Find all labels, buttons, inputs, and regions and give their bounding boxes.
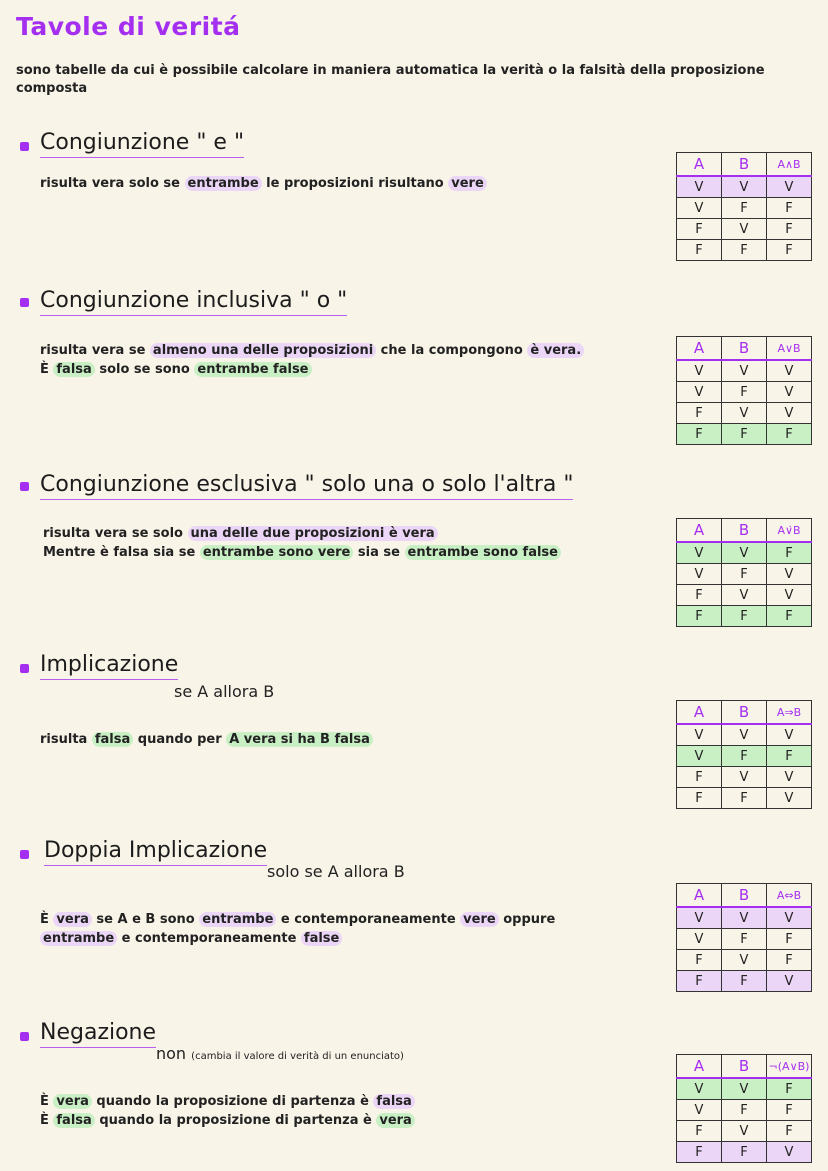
table-cell: V: [767, 176, 812, 198]
highlight-green: vera: [53, 1094, 91, 1109]
highlight-purple: vera: [53, 912, 91, 927]
table-row: [677, 424, 812, 445]
text-segment: e contemporaneamente: [117, 931, 301, 946]
truth-table: [676, 152, 812, 261]
text-segment: È: [40, 1094, 54, 1109]
table-row: [677, 1100, 812, 1121]
table-cell: V: [722, 767, 767, 788]
truth-table: [676, 518, 812, 627]
section-heading: Implicazione: [40, 652, 178, 680]
text-segment: solo se sono: [94, 362, 195, 377]
table-cell: F: [722, 240, 767, 261]
highlight-purple: una delle due proposizioni è vera: [188, 526, 438, 541]
table-row: [677, 403, 812, 424]
table-cell: V: [722, 1078, 767, 1100]
table-cell: F: [722, 1142, 767, 1163]
table-cell: F: [722, 746, 767, 767]
highlight-green: entrambe sono vere: [200, 545, 354, 560]
table-cell: V: [767, 564, 812, 585]
section-description: [40, 730, 373, 749]
table-cell: F: [722, 929, 767, 950]
table-cell: F: [722, 198, 767, 219]
table-row: [677, 971, 812, 992]
table-cell: V: [767, 585, 812, 606]
truth-table: [676, 700, 812, 809]
highlight-green: entrambe false: [194, 362, 311, 377]
operator-header: A∨̇B: [767, 519, 812, 543]
table-cell: F: [767, 424, 812, 445]
section-heading: Congiunzione " e ": [40, 130, 244, 158]
intro-text: sono tabelle da cui è possibile calcolare in maniera automatica la verità o la falsità della proposizione composta: [16, 63, 765, 96]
table-row: [677, 240, 812, 261]
table-cell: V: [677, 746, 722, 767]
table-cell: V: [722, 907, 767, 929]
truth-table: [676, 1054, 812, 1163]
table-cell: V: [677, 542, 722, 564]
table-cell: F: [767, 950, 812, 971]
variable-header: A: [677, 153, 722, 177]
table-cell: F: [767, 219, 812, 240]
text-segment: quando la proposizione di partenza è: [94, 1113, 377, 1128]
table-cell: F: [767, 198, 812, 219]
table-cell: F: [677, 585, 722, 606]
table-header-row: [677, 153, 812, 177]
operator-header: A⇒B: [767, 701, 812, 725]
highlight-green: A vera si ha B falsa: [226, 732, 373, 747]
highlight-purple: vere: [460, 912, 499, 927]
text-segment: le proposizioni risultano: [261, 176, 449, 191]
table-header-row: [677, 1055, 812, 1079]
table-cell: V: [767, 403, 812, 424]
table-header-row: [677, 701, 812, 725]
highlight-green: falsa: [53, 362, 94, 377]
variable-header: A: [677, 701, 722, 725]
variable-header: A: [677, 884, 722, 908]
table-cell: V: [677, 198, 722, 219]
table-header-row: [677, 519, 812, 543]
bullet-icon: [20, 664, 29, 673]
table-cell: F: [767, 1078, 812, 1100]
operator-header: A∨B: [767, 337, 812, 361]
table-cell: F: [767, 1100, 812, 1121]
table-cell: V: [677, 724, 722, 746]
highlight-purple: entrambe: [199, 912, 276, 927]
table-cell: F: [677, 788, 722, 809]
table-cell: V: [677, 564, 722, 585]
table-row: [677, 929, 812, 950]
highlight-purple: entrambe: [40, 931, 117, 946]
table-cell: F: [722, 382, 767, 403]
table-cell: V: [677, 360, 722, 382]
text-segment: È: [40, 1113, 54, 1128]
highlight-purple: almeno una delle proposizioni: [150, 343, 376, 358]
operator-header: A∧B: [767, 153, 812, 177]
table-cell: F: [722, 1100, 767, 1121]
table-cell: V: [767, 1142, 812, 1163]
table-cell: F: [767, 542, 812, 564]
table-row: [677, 585, 812, 606]
section-description: [40, 174, 487, 193]
operator-header: ¬(A∨B): [767, 1055, 812, 1079]
section-subnote: solo se A allora B: [267, 862, 405, 881]
table-cell: V: [677, 382, 722, 403]
table-cell: F: [767, 1121, 812, 1142]
table-cell: F: [677, 1121, 722, 1142]
table-row: [677, 907, 812, 929]
truth-table: [676, 883, 812, 992]
table-row: [677, 198, 812, 219]
operator-header: A⇔B: [767, 884, 812, 908]
table-row: [677, 606, 812, 627]
section-description: [40, 1092, 415, 1130]
section-subnote: [156, 1044, 404, 1063]
table-cell: V: [677, 176, 722, 198]
variable-header: B: [722, 337, 767, 361]
bullet-icon: [20, 1032, 29, 1041]
bullet-icon: [20, 142, 29, 151]
table-row: [677, 219, 812, 240]
table-row: [677, 542, 812, 564]
text-segment: È: [40, 362, 54, 377]
table-cell: V: [722, 1121, 767, 1142]
table-row: [677, 1078, 812, 1100]
table-row: [677, 767, 812, 788]
text-segment: che la compongono: [376, 343, 528, 358]
highlight-green: entrambe sono false: [405, 545, 561, 560]
table-cell: V: [677, 907, 722, 929]
variable-header: B: [722, 153, 767, 177]
table-cell: F: [677, 403, 722, 424]
section-description: [43, 524, 561, 562]
variable-header: B: [722, 1055, 767, 1079]
table-cell: V: [767, 971, 812, 992]
table-row: [677, 1121, 812, 1142]
text-segment: se A e B sono: [91, 912, 200, 927]
highlight-purple: è vera.: [527, 343, 584, 358]
table-cell: F: [767, 240, 812, 261]
bullet-icon: [20, 482, 29, 491]
text-segment: risulta vera se solo: [43, 526, 188, 541]
truth-table: [676, 336, 812, 445]
table-row: [677, 360, 812, 382]
text-segment: Mentre è falsa sia se: [43, 545, 200, 560]
variable-header: B: [722, 701, 767, 725]
section-heading: Congiunzione inclusiva " o ": [40, 288, 347, 316]
table-row: [677, 382, 812, 403]
highlight-green: falsa: [53, 1113, 94, 1128]
subnote-main: non: [156, 1044, 187, 1063]
table-cell: F: [677, 971, 722, 992]
table-cell: F: [722, 971, 767, 992]
table-cell: F: [722, 788, 767, 809]
highlight-green: falsa: [92, 732, 133, 747]
table-row: [677, 788, 812, 809]
table-cell: F: [677, 240, 722, 261]
table-cell: F: [767, 606, 812, 627]
table-header-row: [677, 337, 812, 361]
highlight-green: vera: [376, 1113, 414, 1128]
section-heading: Congiunzione esclusiva " solo una o solo l'altra ": [40, 472, 573, 500]
table-cell: F: [767, 746, 812, 767]
highlight-purple: false: [301, 931, 342, 946]
table-cell: V: [677, 929, 722, 950]
table-cell: F: [767, 929, 812, 950]
table-cell: V: [767, 360, 812, 382]
highlight-purple: entrambe: [185, 176, 262, 191]
text-segment: oppure: [498, 912, 556, 927]
table-cell: V: [722, 724, 767, 746]
table-cell: V: [722, 542, 767, 564]
section-description: [40, 910, 555, 948]
table-row: [677, 1142, 812, 1163]
highlight-purple: vere: [448, 176, 487, 191]
section-heading: Doppia Implicazione: [44, 838, 267, 866]
table-cell: V: [767, 767, 812, 788]
table-cell: V: [767, 788, 812, 809]
section-description: [40, 341, 584, 379]
table-row: [677, 746, 812, 767]
table-header-row: [677, 884, 812, 908]
subnote-small-text: (cambia il valore di verità di un enunciato): [191, 1051, 404, 1062]
table-cell: V: [722, 950, 767, 971]
variable-header: B: [722, 884, 767, 908]
table-cell: F: [677, 424, 722, 445]
table-cell: V: [722, 360, 767, 382]
table-cell: F: [722, 564, 767, 585]
table-cell: V: [767, 724, 812, 746]
text-segment: e contemporaneamente: [276, 912, 461, 927]
table-row: [677, 176, 812, 198]
table-cell: V: [722, 403, 767, 424]
text-segment: risulta vera se: [40, 343, 150, 358]
table-cell: F: [677, 219, 722, 240]
table-row: [677, 950, 812, 971]
table-cell: V: [722, 219, 767, 240]
variable-header: A: [677, 1055, 722, 1079]
table-cell: V: [677, 1078, 722, 1100]
table-cell: F: [677, 950, 722, 971]
text-segment: È: [40, 912, 54, 927]
section-subnote: se A allora B: [174, 682, 275, 701]
page-title: Tavole di veritá: [16, 12, 241, 41]
table-row: [677, 564, 812, 585]
text-segment: quando per: [133, 732, 227, 747]
table-cell: V: [767, 907, 812, 929]
table-cell: V: [722, 176, 767, 198]
variable-header: A: [677, 337, 722, 361]
table-row: [677, 724, 812, 746]
table-cell: F: [722, 424, 767, 445]
variable-header: A: [677, 519, 722, 543]
text-segment: quando la proposizione di partenza è: [91, 1094, 374, 1109]
highlight-purple: falsa: [373, 1094, 414, 1109]
variable-header: B: [722, 519, 767, 543]
table-cell: F: [677, 606, 722, 627]
table-cell: F: [677, 767, 722, 788]
text-segment: risulta vera solo se: [40, 176, 185, 191]
table-cell: F: [677, 1142, 722, 1163]
bullet-icon: [20, 850, 29, 859]
table-cell: V: [677, 1100, 722, 1121]
table-cell: V: [767, 382, 812, 403]
bullet-icon: [20, 298, 29, 307]
text-segment: risulta: [40, 732, 92, 747]
text-segment: sia se: [353, 545, 405, 560]
section-heading: Negazione: [40, 1020, 156, 1048]
table-cell: F: [722, 606, 767, 627]
table-cell: V: [722, 585, 767, 606]
